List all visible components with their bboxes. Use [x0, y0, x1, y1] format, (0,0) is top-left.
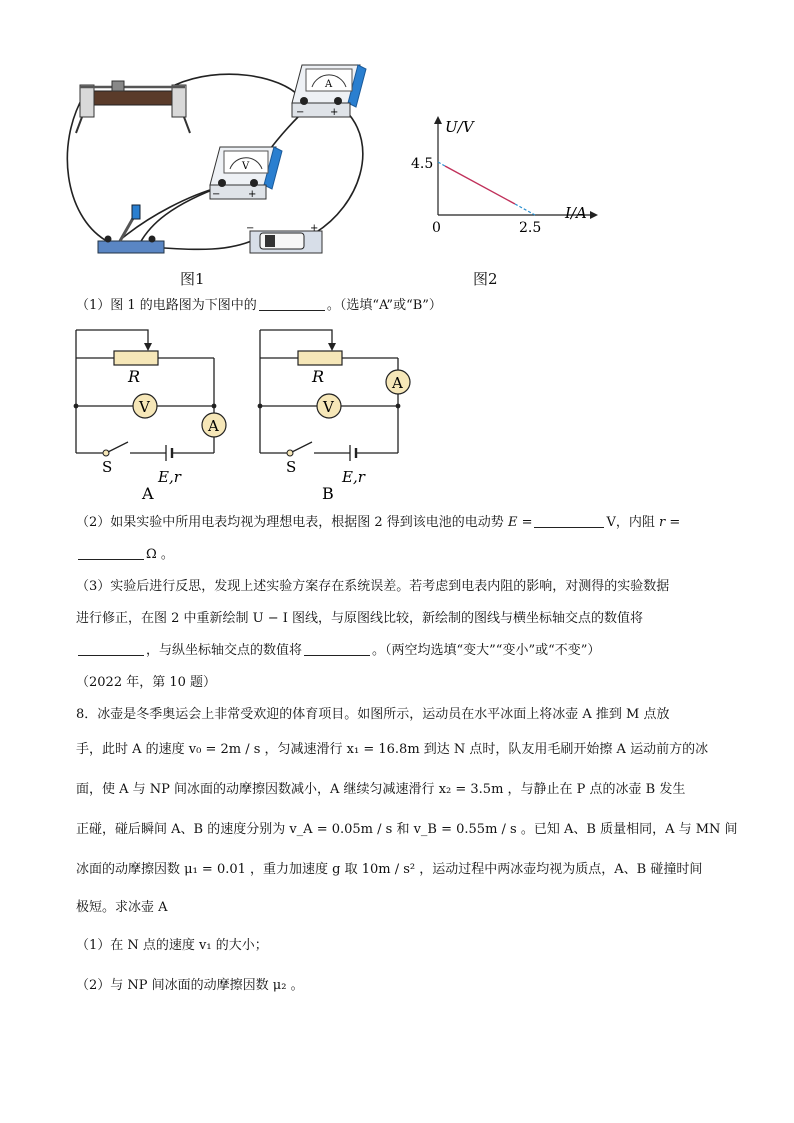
svg-text:V: V: [139, 398, 150, 416]
x-axis-label: I/A: [565, 204, 587, 222]
voltmeter: [210, 147, 282, 200]
answer-blank-E[interactable]: [534, 513, 604, 528]
problem-8-line6: 极短。求冰壶 A: [76, 900, 168, 915]
svg-text:+: +: [310, 223, 319, 234]
svg-text:R: R: [312, 367, 325, 386]
y-axis-label: U/V: [445, 118, 474, 136]
figure2-graph: [405, 112, 605, 242]
svg-text:S: S: [286, 458, 297, 476]
figure1-apparatus: [60, 55, 380, 275]
svg-text:+: +: [330, 107, 339, 118]
problem-8-sub1: （1）在 N 点的速度 v₁ 的大小；: [76, 938, 268, 953]
svg-text:E,r: E,r: [342, 468, 365, 486]
rheostat-R: [114, 351, 158, 365]
origin-label: 0: [432, 220, 441, 236]
question-3-line3: ，与纵坐标轴交点的数值将 。（两空均选填“变大”“变小”或“不变”）: [76, 641, 600, 661]
circuit-a: [66, 325, 246, 505]
switch-S: [108, 442, 128, 452]
svg-text:−: −: [212, 189, 221, 200]
figure2-caption: 图2: [473, 270, 498, 288]
wire-rheostat-ammeter: [175, 74, 300, 97]
problem-8-line4: 正碰，碰后瞬间 A、B 的速度分别为 v_A = 0.05m / s 和 v_B = 0.55m / s 。已知 A、B 质量相同，A 与 MN 间: [76, 822, 738, 837]
question-3-line2: 进行修正，在图 2 中重新绘制 U − I 图线，与原图线比较，新绘制的图线与横坐标轴交点的数值将: [76, 611, 644, 626]
circuit-b-label: B: [322, 484, 334, 503]
svg-text:A: A: [208, 417, 219, 435]
svg-text:E,r: E,r: [158, 468, 181, 486]
wire-ammeter-battery: [315, 110, 363, 233]
svg-text:A: A: [392, 374, 403, 392]
svg-text:S: S: [102, 458, 113, 476]
svg-text:R: R: [128, 367, 141, 386]
question-3-line1: （3）实验后进行反思，发现上述实验方案存在系统误差。若考虑到电表内阻的影响，对测得的实验数据: [76, 579, 670, 594]
source-note: （2022 年，第 10 题）: [76, 675, 217, 690]
wire-switch-battery: [150, 239, 256, 249]
answer-blank-1[interactable]: [259, 296, 325, 311]
battery-holder: [246, 223, 322, 253]
answer-blank-x-intercept[interactable]: [78, 641, 144, 656]
x-intercept-label: 2.5: [519, 220, 542, 236]
answer-blank-y-intercept[interactable]: [304, 641, 370, 656]
circuit-b: [250, 325, 430, 505]
extrapolation-dash-right: [515, 204, 535, 215]
extrapolation-dash-left: [438, 162, 445, 166]
question-2-line1: （2）如果实验中所用电表均视为理想电表，根据图 2 得到该电池的电动势 E = V，内阻 r =: [76, 515, 681, 530]
problem-8-line5: 冰面的动摩擦因数 μ₁ = 0.01 ，重力加速度 g 取 10m / s² ，运动过程中两冰壶均视为质点，A、B 碰撞时间: [76, 862, 703, 877]
rheostat: [76, 81, 190, 133]
svg-text:+: +: [248, 189, 257, 200]
knife-switch: [98, 205, 164, 253]
y-intercept-label: 4.5: [411, 156, 434, 172]
problem-8-line2: 手，此时 A 的速度 v₀ = 2m / s ，匀减速滑行 x₁ = 16.8m 到达 N 点时，队友用毛刷开始擦 A 运动前方的冰: [76, 742, 709, 757]
ammeter: [292, 65, 366, 118]
question-2-line2: Ω 。: [76, 545, 174, 565]
switch-S: [292, 442, 312, 452]
problem-8-sub2: （2）与 NP 间冰面的动摩擦因数 μ₂ 。: [76, 978, 304, 993]
circuit-a-label: A: [142, 484, 154, 503]
svg-text:V: V: [242, 161, 250, 172]
data-line: [445, 166, 515, 204]
problem-8-line1: 8．冰壶是冬季奥运会上非常受欢迎的体育项目。如图所示，运动员在水平冰面上将冰壶 A 推到 M 点放: [76, 707, 670, 722]
svg-text:A: A: [325, 79, 333, 90]
y-axis-arrow: [434, 116, 442, 124]
rheostat-R: [298, 351, 342, 365]
svg-text:−: −: [246, 223, 255, 234]
svg-text:−: −: [296, 107, 305, 118]
figure1-caption: 图1: [180, 270, 205, 288]
answer-blank-r[interactable]: [78, 545, 144, 560]
problem-8-line3: 面，使 A 与 NP 间冰面的动摩擦因数减小，A 继续匀减速滑行 x₂ = 3.5m ，与静止在 P 点的冰壶 B 发生: [76, 782, 686, 797]
question-1: （1）图 1 的电路图为下图中的 。（选填“A”或“B”）: [76, 298, 442, 313]
svg-text:V: V: [323, 398, 334, 416]
x-axis-arrow: [590, 211, 598, 219]
